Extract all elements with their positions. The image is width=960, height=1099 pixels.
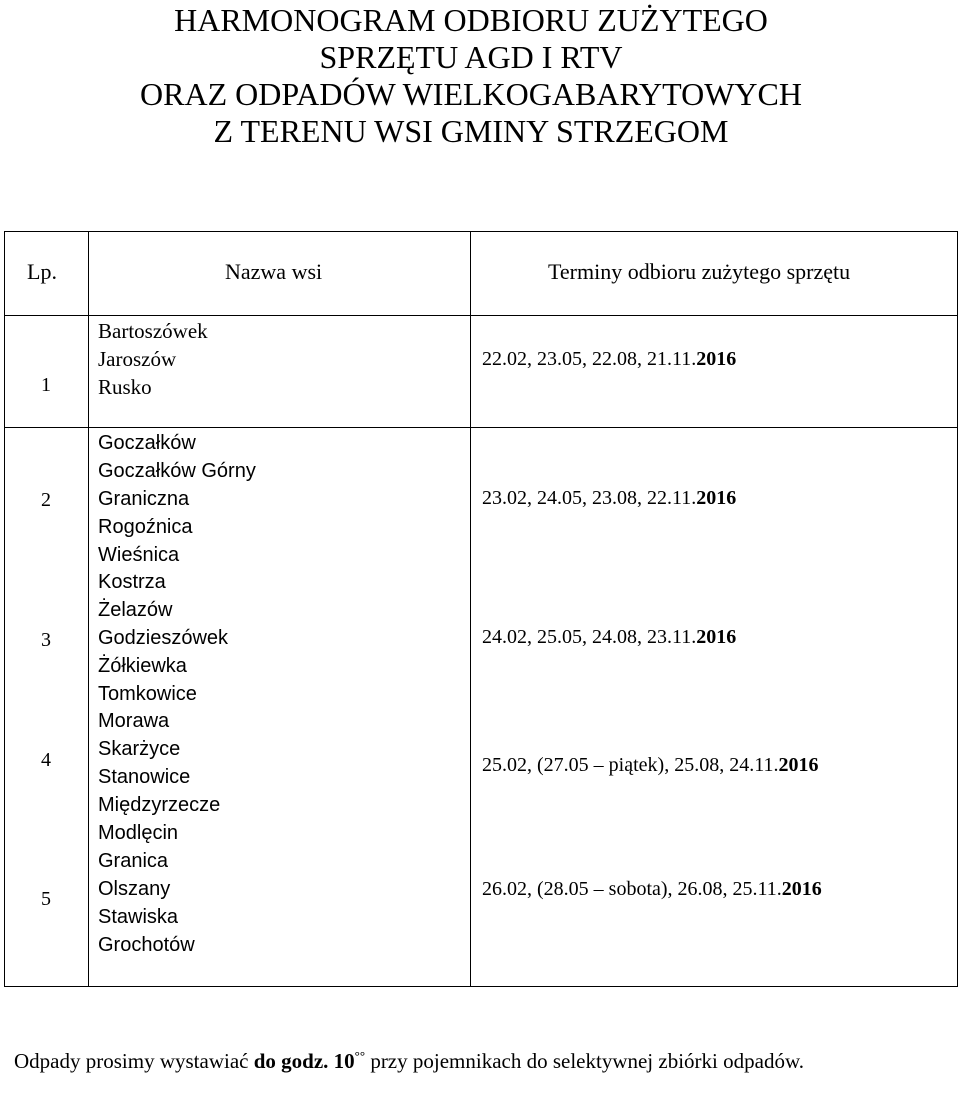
village: Jaroszów [98,347,177,371]
column-divider [88,231,89,987]
header-divider [4,315,958,316]
village: Grochotów [98,934,195,956]
row-5-number: 5 [41,888,51,910]
village: Bartoszówek [98,319,208,343]
row-1-dates [482,346,736,372]
row-3-villages [98,568,228,708]
row-4-dates [482,752,818,778]
village: Rusko [98,375,152,399]
village: Tomkowice [98,683,197,705]
village: Międzyrzecze [98,794,221,816]
row-3-number: 3 [41,629,51,651]
title-line-2: SPRZĘTU AGD I RTV [319,39,623,75]
dates-list: 26.02, (28.05 – sobota), 26.08, 25.11. [482,878,782,900]
village: Skarżyce [98,738,181,760]
row-divider [4,427,958,428]
row-1-number: 1 [41,374,51,396]
village: Rogoźnica [98,516,193,538]
header-lp: Lp. [27,259,57,284]
village: Żelazów [98,599,173,621]
footer-time-superscript: °° [354,1048,366,1063]
title-line-1: HARMONOGRAM ODBIORU ZUŻYTEGO [174,2,768,38]
dates-year: 2016 [696,348,737,370]
village: Goczałków Górny [98,460,256,482]
village: Morawa [98,710,170,732]
village: Olszany [98,878,171,900]
dates-list: 25.02, (27.05 – piątek), 25.08, 24.11. [482,754,779,776]
header-village-name: Nazwa wsi [225,259,323,284]
document-title [0,2,942,150]
row-2-dates [482,485,736,511]
dates-list: 22.02, 23.05, 22.08, 21.11. [482,348,697,370]
header-collection-dates: Terminy odbioru zużytego sprzętu [548,259,851,284]
column-divider [470,231,471,987]
row-4-villages [98,707,220,819]
village: Stawiska [98,906,179,928]
village: Modlęcin [98,822,179,844]
schedule-table [4,231,958,987]
row-1-villages [98,317,208,401]
dates-year: 2016 [696,487,737,509]
title-line-3: ORAZ ODPADÓW WIELKOGABARYTOWYCH [140,76,802,112]
dates-year: 2016 [778,754,819,776]
title-line-4: Z TERENU WSI GMINY STRZEGOM [213,113,729,149]
table-border-top [4,231,958,232]
table-border-bottom [4,986,958,987]
village: Granica [98,850,169,872]
footer-note [14,1041,944,1076]
row-5-villages [98,819,195,959]
dates-list: 23.02, 24.05, 23.08, 22.11. [482,487,697,509]
village: Kostrza [98,571,166,593]
row-5-dates [482,876,822,902]
village: Wieśnica [98,544,180,566]
dates-list: 24.02, 25.05, 24.08, 23.11. [482,626,697,648]
footer-text-before: Odpady prosimy wystawiać [14,1049,254,1073]
village: Żółkiewka [98,655,187,677]
footer-time: do godz. 10 [253,1049,355,1073]
row-3-dates [482,624,736,650]
village: Goczałków [98,432,196,454]
village: Graniczna [98,488,190,510]
village: Godzieszówek [98,627,229,649]
row-4-number: 4 [41,749,51,771]
row-2-number: 2 [41,489,51,511]
table-border-left [4,231,5,987]
footer-text-after: przy pojemnikach do selektywnej zbiórki odpadów. [365,1049,805,1073]
village: Stanowice [98,766,191,788]
dates-year: 2016 [781,878,822,900]
row-2-villages [98,429,256,569]
table-border-right [957,231,958,987]
dates-year: 2016 [696,626,737,648]
